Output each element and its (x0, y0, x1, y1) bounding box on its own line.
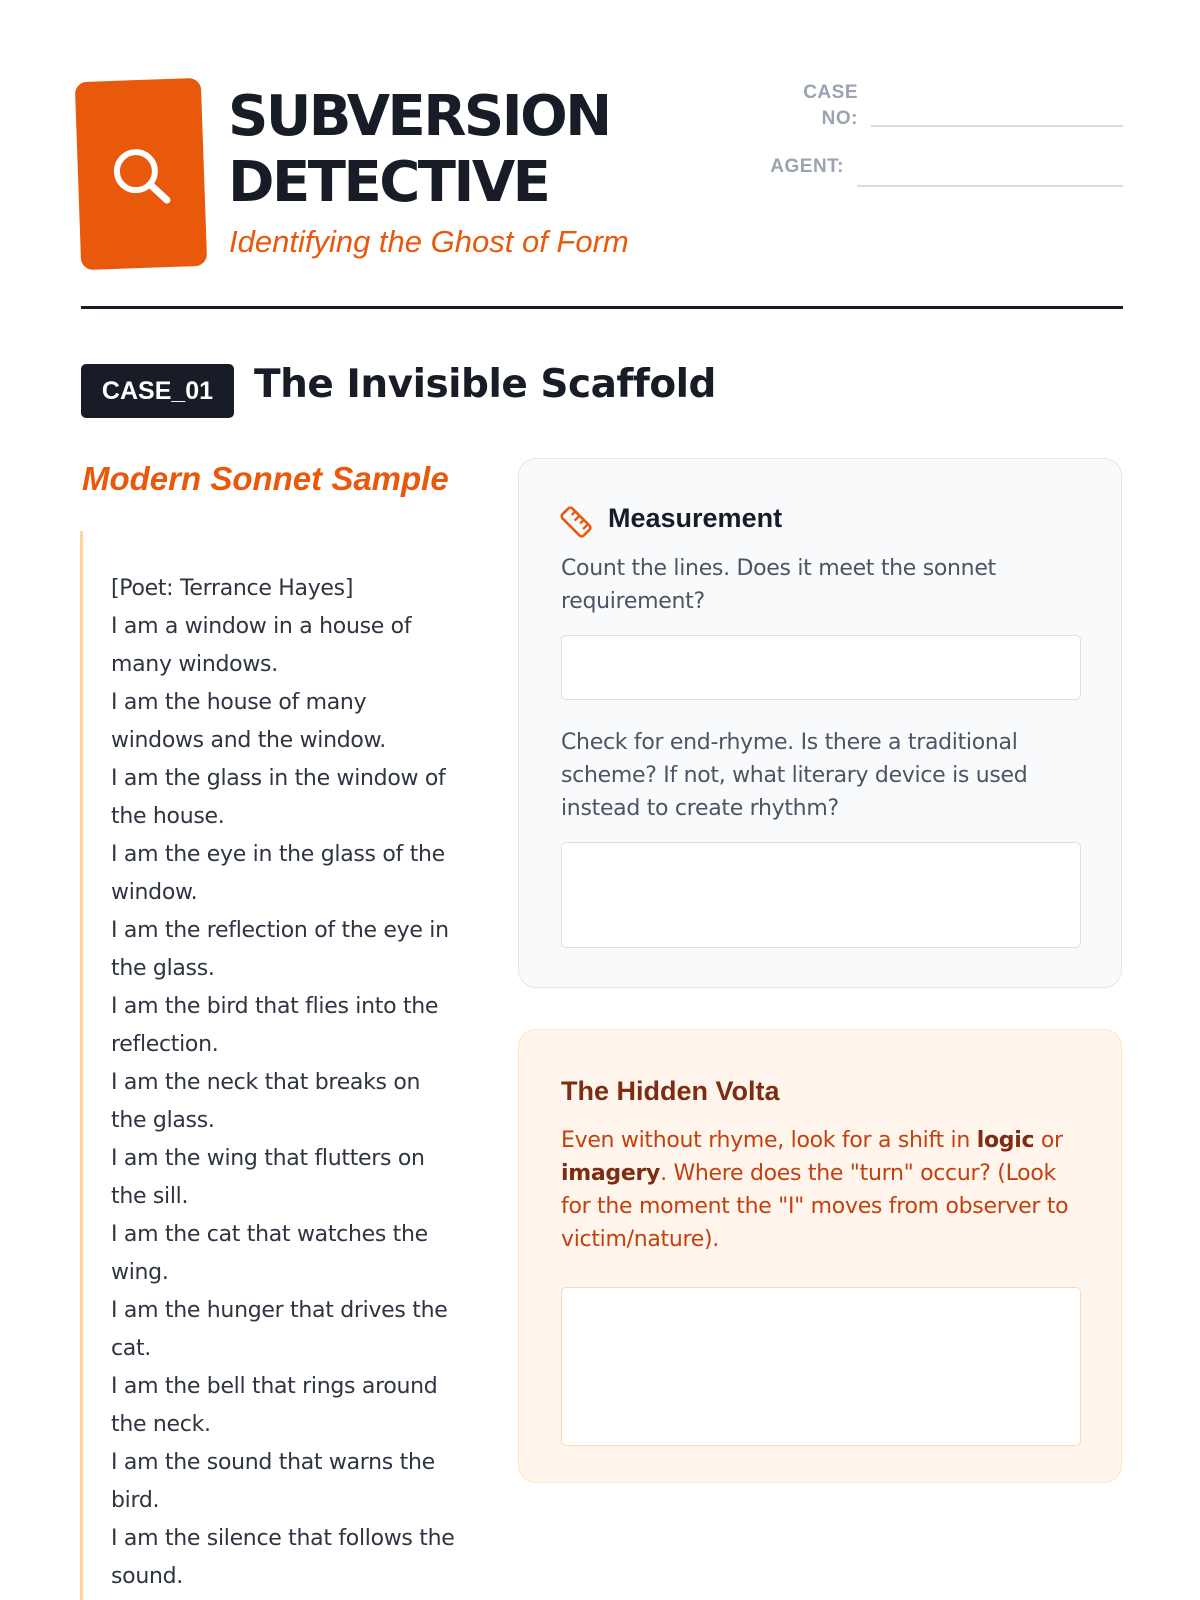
volta-card (518, 1029, 1122, 1483)
poem-line: windows and the window. (111, 728, 386, 753)
magnifying-glass-icon (110, 145, 172, 207)
volta-prompt-text: or (1034, 1128, 1063, 1153)
poem-line: I am the silence that follows the (111, 1526, 455, 1551)
poem-line: the glass. (111, 1108, 215, 1133)
line-count-answer-box[interactable] (561, 635, 1081, 700)
rhyme-answer-box[interactable] (561, 842, 1081, 948)
case-no-label-line1: CASE (803, 82, 858, 103)
poem-line: I am the sound that warns the (111, 1450, 435, 1475)
ruler-icon (559, 505, 593, 539)
poem-line: I am the reflection of the eye in (111, 918, 449, 943)
poem-line: wing. (111, 1260, 169, 1285)
poem-text (111, 570, 471, 1596)
poem-line: I am a window in a house of (111, 614, 412, 639)
brand-title (228, 84, 698, 216)
poem-line: I am the hunger that drives the (111, 1298, 448, 1323)
agent-field[interactable] (857, 185, 1123, 187)
poem-line: [Poet: Terrance Hayes] (111, 576, 354, 601)
poem-line: bird. (111, 1488, 160, 1513)
poem-line: I am the wing that flutters on (111, 1146, 425, 1171)
volta-answer-box[interactable] (561, 1287, 1081, 1446)
poem-line: I am the bell that rings around (111, 1374, 438, 1399)
poem-line: I am the house of many (111, 690, 367, 715)
volta-prompt (561, 1124, 1089, 1256)
case-no-label (780, 80, 858, 132)
measurement-card (518, 458, 1122, 988)
poem-line: sound. (111, 1564, 183, 1589)
measurement-prompt-lines: Count the lines. Does it meet the sonnet requirement? (561, 556, 996, 614)
logo-badge (75, 78, 207, 270)
poem-line: reflection. (111, 1032, 219, 1057)
volta-emphasis-imagery: imagery (561, 1161, 661, 1186)
brand-title-line1: SUBVERSION (228, 84, 610, 149)
brand-title-line2: DETECTIVE (228, 150, 549, 215)
poem-line: the house. (111, 804, 225, 829)
agent-label: AGENT: (770, 156, 844, 177)
case-title: The Invisible Scaffold (254, 362, 716, 407)
volta-prompt-text: . Where does the "turn" occur? (Look for the moment the "I" moves from observer to victim/nature). (561, 1161, 1069, 1252)
poem-line: the glass. (111, 956, 215, 981)
header-divider (81, 306, 1123, 309)
poem-line: the neck. (111, 1412, 211, 1437)
poem-line: I am the glass in the window of (111, 766, 446, 791)
poem-line: the sill. (111, 1184, 189, 1209)
volta-emphasis-logic: logic (976, 1128, 1035, 1153)
case-badge: CASE_01 (81, 364, 234, 418)
poem-line: I am the eye in the glass of the (111, 842, 445, 867)
measurement-heading: Measurement (608, 503, 783, 533)
case-no-label-line2: NO: (821, 108, 858, 129)
poem-line: I am the bird that flies into the (111, 994, 439, 1019)
volta-heading: The Hidden Volta (561, 1076, 780, 1106)
measurement-prompt-rhyme: Check for end-rhyme. Is there a traditional scheme? If not, what literary device is used instead to create rhythm? (561, 730, 1028, 821)
poem-accent-bar (80, 531, 83, 1600)
sample-heading: Modern Sonnet Sample (82, 460, 449, 497)
poem-line: I am the neck that breaks on (111, 1070, 421, 1095)
poem-line: many windows. (111, 652, 278, 677)
poem-line: I am the cat that watches the (111, 1222, 428, 1247)
brand-tagline: Identifying the Ghost of Form (229, 224, 629, 259)
volta-prompt-text: Even without rhyme, look for a shift in (561, 1128, 977, 1153)
case-no-field[interactable] (871, 125, 1123, 127)
poem-line: window. (111, 880, 198, 905)
poem-line: cat. (111, 1336, 151, 1361)
